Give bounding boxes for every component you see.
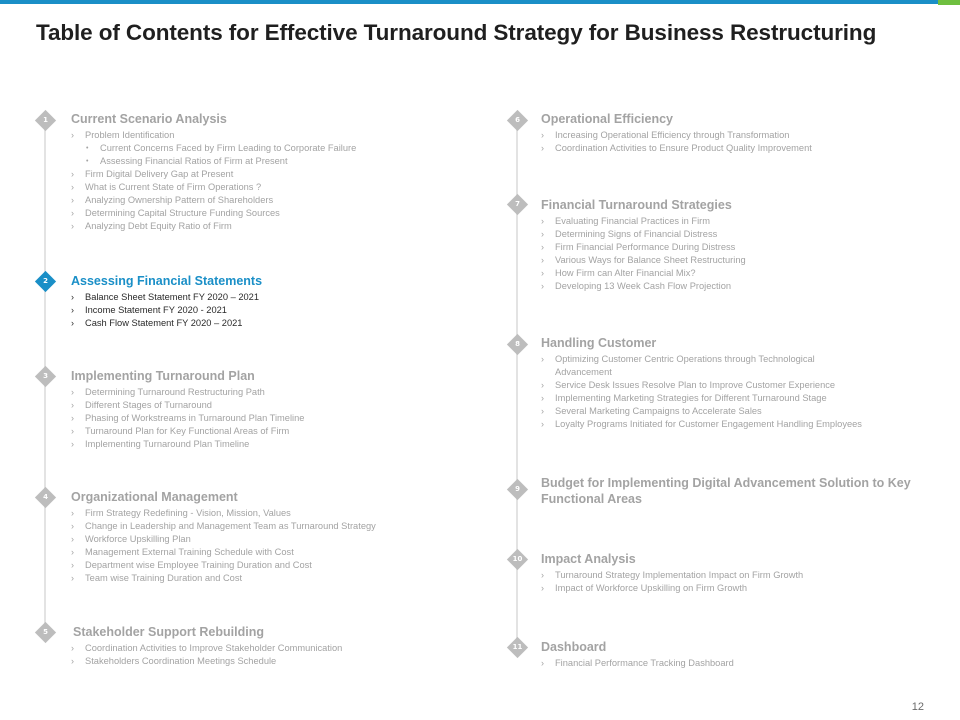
- list-item[interactable]: [541, 241, 746, 254]
- section-items-4: [71, 507, 376, 585]
- list-item-label: Increasing Operational Efficiency through Transformation: [555, 130, 790, 140]
- section-title-9[interactable]: Budget for Implementing Digital Advancement Solution to Key Functional Areas: [541, 476, 911, 506]
- list-item-label: Various Ways for Balance Sheet Restructuring: [555, 255, 746, 265]
- list-item[interactable]: [71, 207, 356, 220]
- section-number-1: 1: [43, 116, 48, 124]
- section-title-1[interactable]: Current Scenario Analysis: [71, 112, 227, 126]
- chevron-right-icon: ›: [71, 182, 74, 192]
- bullet-icon: •: [86, 158, 89, 165]
- chevron-right-icon: ›: [71, 521, 74, 531]
- list-item-label: Financial Performance Tracking Dashboard: [555, 658, 734, 668]
- list-item[interactable]: [541, 379, 871, 392]
- list-item-label: Workforce Upskilling Plan: [85, 534, 191, 544]
- list-item-label: Turnaround Strategy Implementation Impact on Firm Growth: [555, 570, 804, 580]
- list-item-label: Several Marketing Campaigns to Accelerate Sales: [555, 406, 762, 416]
- section-title-8[interactable]: Handling Customer: [541, 336, 657, 350]
- list-item[interactable]: [541, 228, 746, 241]
- section-items-1: [71, 129, 356, 233]
- list-item-label: What is Current State of Firm Operations ?: [85, 182, 262, 192]
- section-items-8: [541, 353, 871, 431]
- list-item[interactable]: [541, 392, 871, 405]
- chevron-right-icon: ›: [71, 643, 74, 653]
- section-title-10[interactable]: Impact Analysis: [541, 552, 636, 566]
- section-items-7: [541, 215, 746, 293]
- chevron-right-icon: ›: [71, 169, 74, 179]
- section-items-11: [541, 657, 734, 670]
- chevron-right-icon: ›: [541, 130, 544, 140]
- chevron-right-icon: ›: [71, 387, 74, 397]
- section-number-10: 10: [512, 555, 523, 563]
- section-number-11: 11: [512, 643, 523, 651]
- chevron-right-icon: ›: [71, 656, 74, 666]
- section-number-7: 7: [515, 200, 520, 208]
- list-item[interactable]: [71, 194, 356, 207]
- section-title-11[interactable]: Dashboard: [541, 640, 607, 654]
- list-item-label: How Firm can Alter Financial Mix?: [555, 268, 696, 278]
- list-item[interactable]: [71, 291, 259, 304]
- chevron-right-icon: ›: [541, 354, 544, 364]
- list-item[interactable]: [71, 559, 376, 572]
- chevron-right-icon: ›: [541, 242, 544, 252]
- list-item[interactable]: [71, 181, 356, 194]
- list-item-label: Analyzing Ownership Pattern of Shareholders: [85, 195, 274, 205]
- chevron-right-icon: ›: [71, 534, 74, 544]
- list-item-label: Income Statement FY 2020 - 2021: [85, 305, 227, 315]
- chevron-right-icon: ›: [71, 195, 74, 205]
- list-item[interactable]: [71, 642, 342, 655]
- chevron-right-icon: ›: [541, 255, 544, 265]
- section-items-5: [71, 642, 342, 668]
- list-item-label: Different Stages of Turnaround: [85, 400, 212, 410]
- chevron-right-icon: ›: [71, 573, 74, 583]
- list-item[interactable]: [541, 353, 871, 379]
- list-item[interactable]: [541, 215, 746, 228]
- chevron-right-icon: ›: [541, 583, 544, 593]
- section-number-2: 2: [43, 277, 48, 285]
- section-items-10: [541, 569, 803, 595]
- list-item[interactable]: [71, 533, 376, 546]
- list-item[interactable]: [541, 569, 803, 582]
- top-bar-green: [938, 0, 960, 5]
- chevron-right-icon: ›: [71, 400, 74, 410]
- list-item-label: Balance Sheet Statement FY 2020 – 2021: [85, 292, 260, 302]
- chevron-right-icon: ›: [71, 221, 74, 231]
- list-item-label: Determining Turnaround Restructuring Path: [85, 387, 265, 397]
- list-item-label: Firm Strategy Redefining - Vision, Mission, Values: [85, 508, 291, 518]
- list-item[interactable]: [71, 507, 376, 520]
- list-item-label: Current Concerns Faced by Firm Leading to Corporate Failure: [100, 143, 357, 153]
- list-item-label: Coordination Activities to Ensure Product Quality Improvement: [555, 143, 812, 153]
- list-item-label: Service Desk Issues Resolve Plan to Improve Customer Experience: [555, 380, 836, 390]
- list-item[interactable]: [71, 220, 356, 233]
- list-item[interactable]: [71, 425, 304, 438]
- top-accent-bar: [0, 0, 960, 5]
- chevron-right-icon: ›: [541, 380, 544, 390]
- list-item[interactable]: [541, 142, 812, 155]
- list-item-label: Optimizing Customer Centric Operations through Technological Advancement: [555, 354, 815, 377]
- list-item-label: Management External Training Schedule with Cost: [85, 547, 294, 557]
- list-item[interactable]: [71, 546, 376, 559]
- list-item-label: Phasing of Workstreams in Turnaround Plan Timeline: [85, 413, 305, 423]
- section-number-6: 6: [515, 116, 520, 124]
- list-item[interactable]: [71, 142, 356, 155]
- chevron-right-icon: ›: [71, 508, 74, 518]
- list-item[interactable]: [71, 317, 259, 330]
- section-title-4[interactable]: Organizational Management: [71, 490, 238, 504]
- list-item[interactable]: [71, 520, 376, 533]
- list-item[interactable]: [541, 418, 871, 431]
- list-item-label: Evaluating Financial Practices in Firm: [555, 216, 711, 226]
- section-items-3: [71, 386, 304, 451]
- list-item-label: Firm Digital Delivery Gap at Present: [85, 169, 234, 179]
- chevron-right-icon: ›: [541, 216, 544, 226]
- list-item-label: Determining Signs of Financial Distress: [555, 229, 718, 239]
- list-item-label: Determining Capital Structure Funding Sources: [85, 208, 280, 218]
- chevron-right-icon: ›: [71, 130, 74, 140]
- section-items-2: [71, 291, 259, 330]
- chevron-right-icon: ›: [71, 439, 74, 449]
- page-number: 12: [911, 701, 924, 713]
- list-item-label: Team wise Training Duration and Cost: [85, 573, 243, 583]
- list-item[interactable]: [541, 254, 746, 267]
- list-item[interactable]: [71, 412, 304, 425]
- list-item[interactable]: [541, 405, 871, 418]
- chevron-right-icon: ›: [71, 426, 74, 436]
- chevron-right-icon: ›: [541, 570, 544, 580]
- section-title-7[interactable]: Financial Turnaround Strategies: [541, 198, 732, 212]
- list-item[interactable]: [541, 267, 746, 280]
- chevron-right-icon: ›: [541, 229, 544, 239]
- list-item-label: Implementing Marketing Strategies for Different Turnaround Stage: [555, 393, 827, 403]
- list-item-label: Firm Financial Performance During Distress: [555, 242, 736, 252]
- list-item-label: Developing 13 Week Cash Flow Projection: [555, 281, 732, 291]
- chevron-right-icon: ›: [541, 393, 544, 403]
- chevron-right-icon: ›: [541, 406, 544, 416]
- list-item-label: Assessing Financial Ratios of Firm at Present: [100, 156, 288, 166]
- list-item-label: Problem Identification: [85, 130, 175, 140]
- chevron-right-icon: ›: [71, 547, 74, 557]
- top-bar-blue: [0, 0, 938, 4]
- chevron-right-icon: ›: [71, 318, 74, 328]
- chevron-right-icon: ›: [71, 305, 74, 315]
- list-item-label: Department wise Employee Training Duration and Cost: [85, 560, 312, 570]
- chevron-right-icon: ›: [541, 658, 544, 668]
- chevron-right-icon: ›: [541, 268, 544, 278]
- list-item-label: Stakeholders Coordination Meetings Schedule: [85, 656, 277, 666]
- section-number-5: 5: [43, 628, 48, 636]
- list-item[interactable]: [541, 129, 812, 142]
- list-item-label: Turnaround Plan for Key Functional Areas of Firm: [85, 426, 290, 436]
- section-number-4: 4: [43, 493, 48, 501]
- list-item[interactable]: [71, 129, 356, 142]
- chevron-right-icon: ›: [541, 281, 544, 291]
- list-item[interactable]: [541, 657, 734, 670]
- chevron-right-icon: ›: [71, 413, 74, 423]
- section-title-2[interactable]: Assessing Financial Statements: [71, 274, 263, 288]
- chevron-right-icon: ›: [541, 419, 544, 429]
- list-item[interactable]: [71, 155, 356, 168]
- list-item-label: Analyzing Debt Equity Ratio of Firm: [85, 221, 232, 231]
- list-item[interactable]: [71, 168, 356, 181]
- list-item[interactable]: [71, 438, 304, 451]
- section-title-5[interactable]: Stakeholder Support Rebuilding: [73, 625, 264, 639]
- list-item-label: Loyalty Programs Initiated for Customer Engagement Handling Employees: [555, 419, 862, 429]
- chevron-right-icon: ›: [71, 560, 74, 570]
- chevron-right-icon: ›: [541, 143, 544, 153]
- section-title-6[interactable]: Operational Efficiency: [541, 112, 673, 126]
- section-number-8: 8: [515, 340, 520, 348]
- list-item[interactable]: [541, 582, 803, 595]
- list-item[interactable]: [71, 572, 376, 585]
- list-item-label: Impact of Workforce Upskilling on Firm Growth: [555, 583, 748, 593]
- list-item-label: Implementing Turnaround Plan Timeline: [85, 439, 250, 449]
- section-title-3[interactable]: Implementing Turnaround Plan: [71, 369, 255, 383]
- list-item[interactable]: [71, 399, 304, 412]
- list-item[interactable]: [71, 655, 342, 668]
- page-title: Table of Contents for Effective Turnaround Strategy for Business Restructuring: [36, 20, 877, 45]
- section-number-9: 9: [515, 485, 520, 493]
- bullet-icon: •: [86, 145, 89, 152]
- list-item[interactable]: [541, 280, 746, 293]
- list-item-label: Coordination Activities to Improve Stakeholder Communication: [85, 643, 343, 653]
- section-items-6: [541, 129, 812, 155]
- list-item[interactable]: [71, 386, 304, 399]
- list-item-label: Change in Leadership and Management Team as Turnaround Strategy: [85, 521, 376, 531]
- chevron-right-icon: ›: [71, 292, 74, 302]
- section-number-3: 3: [43, 372, 48, 380]
- list-item[interactable]: [71, 304, 259, 317]
- chevron-right-icon: ›: [71, 208, 74, 218]
- list-item-label: Cash Flow Statement FY 2020 – 2021: [85, 318, 243, 328]
